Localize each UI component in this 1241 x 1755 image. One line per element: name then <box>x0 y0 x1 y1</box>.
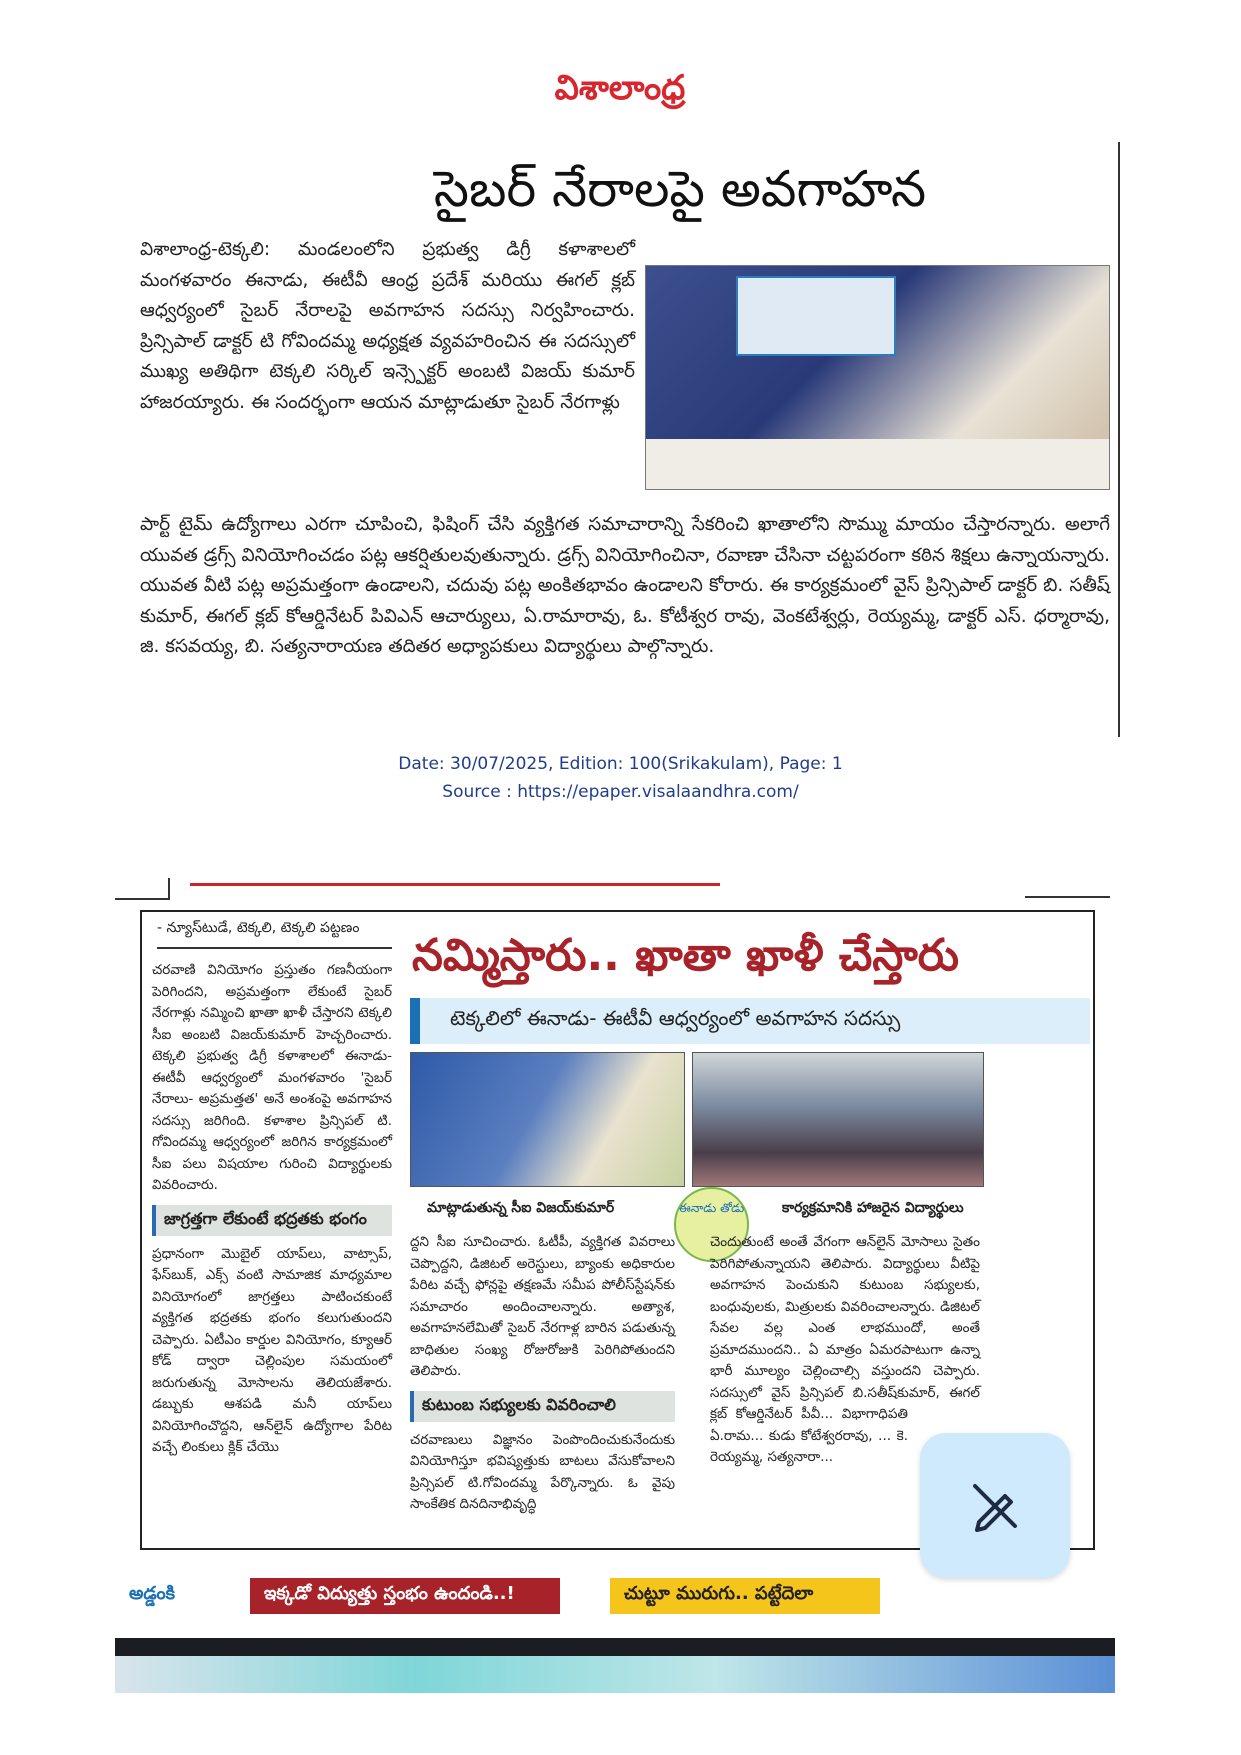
paragraph: చరవాణి వినియోగం ప్రస్తుతం గణనీయంగా పెరిగిందని, అప్రమత్తంగా లేకుంటే సైబర్ నేరగాళ్లు నమ్మించి ఖాతా ఖాళీ చేస్తారని టెక్కలి సీఐ అంబటి విజయ్‌కుమార్ హెచ్చరించారు. టెక్కలి ప్రభుత్వ డిగ్రీ కళాశాలలో ఈనాడు- ఈటీవీ ఆధ్వర్యంలో మంగళవారం 'సైబర్ నేరాలు- అప్రమత్తత' అనే అంశంపై అవగాహన సదస్సు జరిగింది. కళాశాల ప్రిన్సిపల్ టి. గోవిందమ్మ ఆధ్వర్యంలో జరిగిన కార్యక్రమంలో సీఐ పలు విషయాల గురించి విద్యార్థులకు వివరించారు. <box>152 962 392 1193</box>
photo-caption: మాట్లాడుతున్న సీఐ విజయ్‌కుమార్ <box>427 1200 615 1216</box>
article-body-top: విశాలాంధ్ర-టెక్కలి: మండలంలోని ప్రభుత్వ డిగ్రీ కళాశాలలో మంగళవారం ఈనాడు, ఈటీవీ ఆంధ్ర ప్రదేశ్ మరియు ఈగల్ క్లబ్ ఆధ్వర్యంలో సైబర్ నేరాలపై అవగాహన సదస్సు నిర్వహించారు. ప్రిన్సిపాల్ డాక్టర్ టి గోవిందమ్మ అధ్యక్షత వ్యవహరించిన ఈ సదస్సులో ముఖ్య అతిథిగా టెక్కలి సర్కిల్ ఇన్స్పెక్టర్ అంబటి విజయ్ కుమార్ హాజరయ్యారు. ఈ సందర్భంగా ఆయన మాట్లాడుతూ సైబర్ నేరగాళ్లు <box>140 239 635 413</box>
rule <box>1025 896 1110 898</box>
related-headline: అడ్డంకి <box>115 1578 225 1614</box>
column-2 <box>410 1232 675 1516</box>
photo-caption: కార్యక్రమానికి హాజరైన విద్యార్థులు <box>782 1200 964 1216</box>
deck: టెక్కలిలో ఈనాడు- ఈటీవీ ఆధ్వర్యంలో అవగాహన సదస్సు <box>410 998 1090 1044</box>
gradient-bar <box>115 1656 1115 1693</box>
dais <box>646 439 1109 489</box>
column-rule <box>1118 142 1120 737</box>
corner-rule <box>115 878 170 900</box>
headline: నమ్మిస్తారు.. ఖాతా ఖాళీ చేస్తారు <box>412 930 960 981</box>
article-clipping-2 <box>115 878 1115 1693</box>
paragraph: చరవాణులు విజ్ఞానం పెంపొందించుకునేందుకు వినియోగిస్తూ భవిష్యత్తుకు బాటలు వేసుకోవాలని ప్రిన్సిపల్ టి.గోవిందమ్మ పేర్కొన్నారు. ఓ వైపు సాంకేతిక దినదినాభివృద్ధి <box>410 1431 675 1512</box>
subheading: జాగ్రత్తగా లేకుంటే భద్రతకు భంగం <box>152 1205 392 1236</box>
paragraph: ద్దని సీఐ సూచించారు. ఓటీపీ, వ్యక్తిగత వివరాలు చెప్పొద్దని, డిజిటల్ అరెస్టులు, బ్యాంకు అధికారుల పేరిట వచ్చే ఫోన్లపై తక్షణమే సమీప పోలీస్‌స్టేషన్‌కు సమాచారం అందించాలన్నారు. అత్యాశ, అవగాహనలేమితో సైబర్ నేరగాళ్ల బారిన పడుతున్న బాధితుల సంఖ్య రోజురోజుకి పెరిగిపోతుందని తెలిపారు. <box>410 1234 675 1379</box>
date-line: Date: 30/07/2025, Edition: 100(Srikakulam), Page: 1 <box>398 754 843 774</box>
speaker-photo <box>410 1052 685 1187</box>
dateline: - న్యూస్‌టుడే, టెక్కలి, టెక్కలి పట్టణం <box>157 920 392 949</box>
source-caption <box>0 750 1241 806</box>
related-headline: ఇక్కడో విద్యుత్తు స్తంభం ఉందండి..! <box>250 1578 560 1614</box>
pen-slash-icon <box>965 1476 1025 1536</box>
paragraph: ప్రధానంగా మొబైల్ యాప్‌లు, వాట్సాప్, ఫేస్‌బుక్, ఎక్స్ వంటి సామాజిక మాధ్యమాల వినియోగంలో జాగ్రత్తలు పాటించకుంటే వ్యక్తిగత భద్రతకు భంగం కలుగుతుందని చెప్పారు. ఏటీఎం కార్డుల వినియోగం, క్యూఆర్ కోడ్ ద్వారా చెల్లింపుల సమయంలో జరుగుతున్న మోసాలను తెలియజేశారు. డబ్బుకు ఆశపడి మనీ యాప్‌లు వినియోగించొద్దని, ఆన్‌లైన్ ఉద్యోగాల పేరిట వచ్చే లింకులు క్లిక్ చేయొ <box>152 1245 392 1455</box>
audience-photo <box>692 1052 984 1187</box>
masthead-logo: విశాలాంధ్ర <box>554 68 686 108</box>
red-rule <box>190 883 720 886</box>
article-body-bottom: పార్ట్ టైమ్ ఉద్యోగాలు ఎరగా చూపించి, ఫిషింగ్ చేసి వ్యక్తిగత సమాచారాన్ని సేకరించి ఖాతాలోని సొమ్ము మాయం చేస్తారన్నారు. అలాగే యువత డ్రగ్స్ వినియోగించడం పట్ల ఆకర్షితులవుతున్నారు. డ్రగ్స్ వినియోగించినా, రవాణా చేసినా చట్టపరంగా కఠిన శిక్షలు ఉన్నాయన్నారు. యువత వీటి పట్ల అప్రమత్తంగా ఉండాలని, చదువు పట్ల అంకితభావం ఉండాలని కోరారు. ఈ కార్యక్రమంలో వైస్ ప్రిన్సిపాల్ డాక్టర్ బి. సతీష్ కుమార్, ఈగల్ క్లబ్ కోఆర్డినేటర్ పివిఎన్ ఆచార్యులు, ఏ.రామారావు, ఓ. కోటీశ్వర రావు, వెంకటేశ్వర్లు, రెయ్యమ్మ, డాక్టర్ ఎస్. ధర్మారావు, జి. కసవయ్య, బి. సత్యనారాయణ తదితర అధ్యాపకులు విద్యార్థులు పాల్గొన్నారు. <box>140 514 1110 657</box>
source-line: Source : https://epaper.visalaandhra.com/ <box>442 782 799 802</box>
edit-fab-button[interactable] <box>920 1433 1070 1578</box>
related-headline: చుట్టూ మురుగు.. పట్టేదెలా <box>610 1578 880 1614</box>
banner <box>736 276 896 356</box>
screen-band <box>115 1638 1115 1656</box>
article-clipping-1 <box>140 130 1125 740</box>
subheading: కుటుంబ సభ్యులకు వివరించాలి <box>410 1391 675 1422</box>
eenadu-thodu-badge: ఈనాడు తోడు <box>674 1187 749 1262</box>
paragraph: చెందుతుంటే అంతే వేగంగా ఆన్‌లైన్ మోసాలు సైతం పెరిగిపోతున్నాయని తెలిపారు. విద్యార్థులు వీటిపై అవగాహన పెంచుకుని కుటుంబ సభ్యులకు, బంధువులకు, మిత్రులకు వివరించాలన్నారు. డిజిటల్ సేవల వల్ల ఎంత లాభముందో, అంతే ప్రమాదముందని.. ఏ మాత్రం ఏమరపాటుగా ఉన్నా భారీ మూల్యం చెల్లించాల్సి వస్తుందని చెప్పారు. సదస్సులో వైస్ ప్రిన్సిపల్ బి.సతీష్‌కుమార్, ఈగల్ క్లబ్ కోఆర్డినేటర్ పీవీ... విభాగాధిపతి ఏ.రామ... కుడు కోటేశ్వరరావు, ... కె. రెయ్యమ్మ, సత్యనారా... <box>710 1234 980 1465</box>
headline: సైబర్ నేరాలపై అవగాహన <box>433 160 927 218</box>
event-photo <box>645 265 1110 490</box>
column-1 <box>152 960 392 1459</box>
